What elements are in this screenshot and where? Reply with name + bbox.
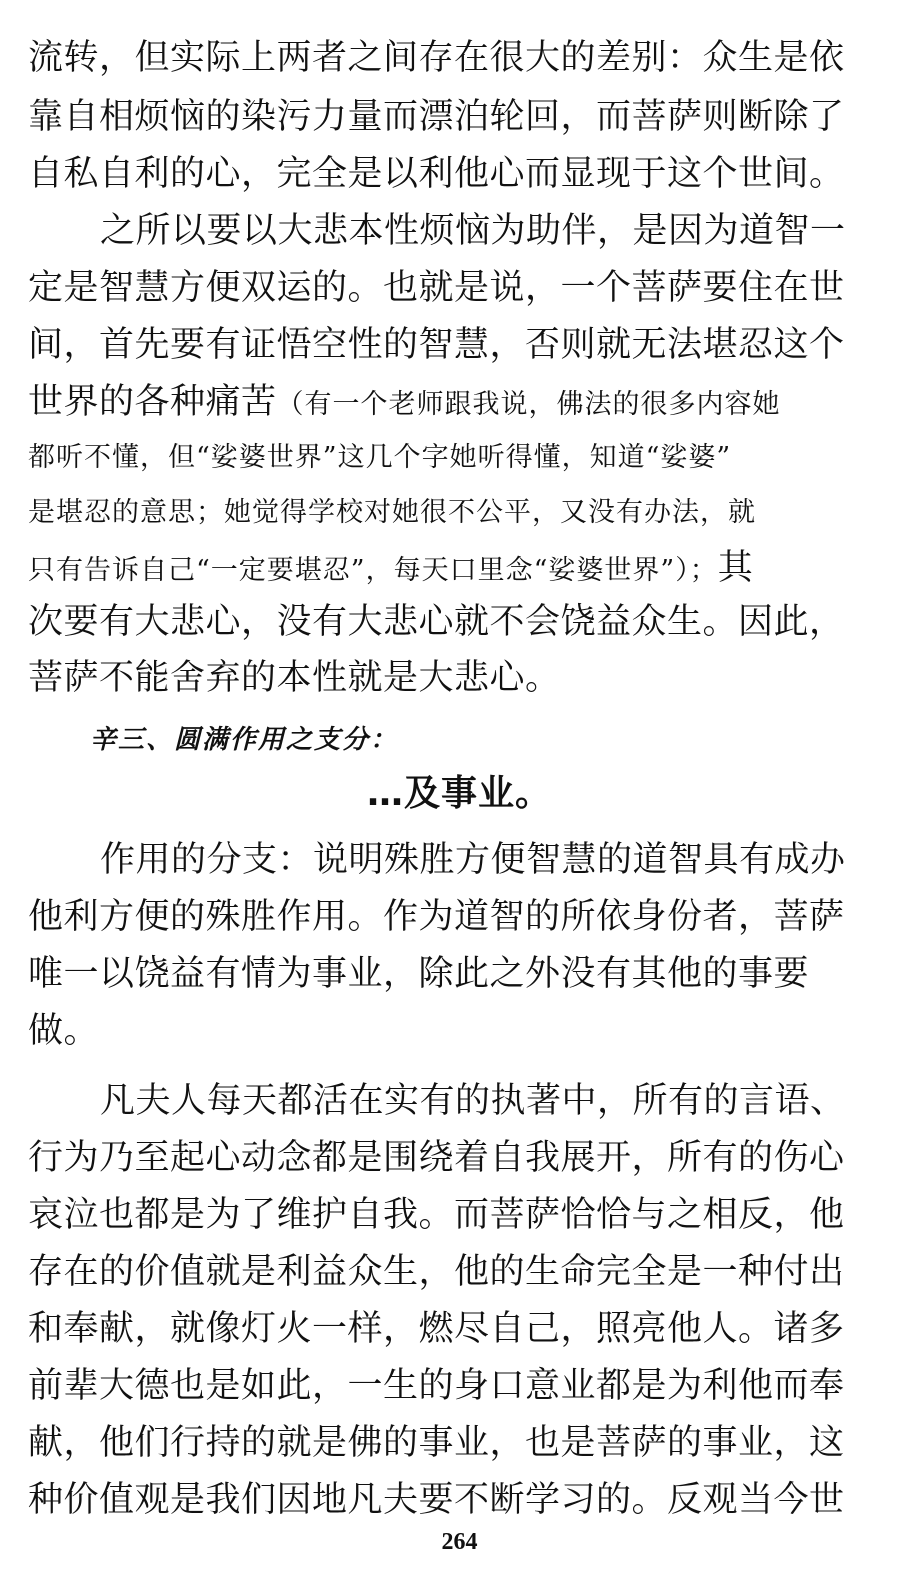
text-line: 作用的分支：说明殊胜方便智慧的道智具有成办: [100, 840, 846, 880]
text-line: [28, 380, 893, 427]
text-span: 其: [717, 548, 754, 588]
section-heading: 辛三、圆满作用之支分：: [90, 725, 399, 755]
text-line: 唯一以饶益有情为事业，除此之外没有其他的事要: [28, 954, 810, 994]
text-line: 流转，但实际上两者之间存在很大的差别：众生是依: [28, 38, 845, 78]
page-number: 264: [441, 1529, 478, 1555]
text-line: 之所以要以大悲本性烦恼为助伴，是因为道智一: [100, 211, 846, 251]
text-line: 哀泣也都是为了维护自我。而菩萨恰恰与之相反，他: [28, 1195, 845, 1235]
text-line: 存在的价值就是利益众生，他的生命完全是一种付出: [28, 1252, 845, 1292]
text-line: [28, 546, 893, 593]
text-line: 间，首先要有证悟空性的智慧，否则就无法堪忍这个: [28, 325, 845, 365]
text-line: 做。: [28, 1011, 100, 1051]
text-line: 靠自相烦恼的染污力量而漂泊轮回，而菩萨则断除了: [28, 97, 845, 137]
text-line: 定是智慧方便双运的。也就是说，一个菩萨要住在世: [28, 268, 845, 308]
text-line: 前辈大德也是如此，一生的身口意业都是为利他而奉: [28, 1366, 845, 1406]
annotation-note-start: （有一个老师跟我说，佛法的很多内容她: [276, 389, 781, 420]
text-line: 种价值观是我们因地凡夫要不断学习的。反观当今世: [28, 1480, 845, 1520]
annotation-note-line: 都听不懂，但“娑婆世界”这几个字她听得懂，知道“娑婆”: [28, 442, 732, 473]
text-line: 和奉献，就像灯火一样，燃尽自己，照亮他人。诸多: [28, 1309, 845, 1349]
root-text: …及事业。: [366, 773, 552, 814]
text-line: 他利方便的殊胜作用。作为道智的所依身份者，菩萨: [28, 897, 845, 937]
text-line: 凡夫人每天都活在实有的执著中，所有的言语、: [100, 1081, 846, 1121]
text-line: 行为乃至起心动念都是围绕着自我展开，所有的伤心: [28, 1138, 845, 1178]
text-line: 自私自利的心，完全是以利他心而显现于这个世间。: [28, 154, 845, 194]
text-span: 世界的各种痛苦: [28, 382, 277, 422]
text-line: 献，他们行持的就是佛的事业，也是菩萨的事业，这: [28, 1423, 845, 1463]
annotation-note-end: 只有告诉自己“一定要堪忍”，每天口里念“娑婆世界”）；: [28, 555, 718, 586]
text-line: 次要有大悲心，没有大悲心就不会饶益众生。因此，: [28, 602, 845, 642]
annotation-note-line: 是堪忍的意思；她觉得学校对她很不公平，又没有办法，就: [28, 497, 756, 528]
text-line: 菩萨不能舍弃的本性就是大悲心。: [28, 658, 561, 698]
